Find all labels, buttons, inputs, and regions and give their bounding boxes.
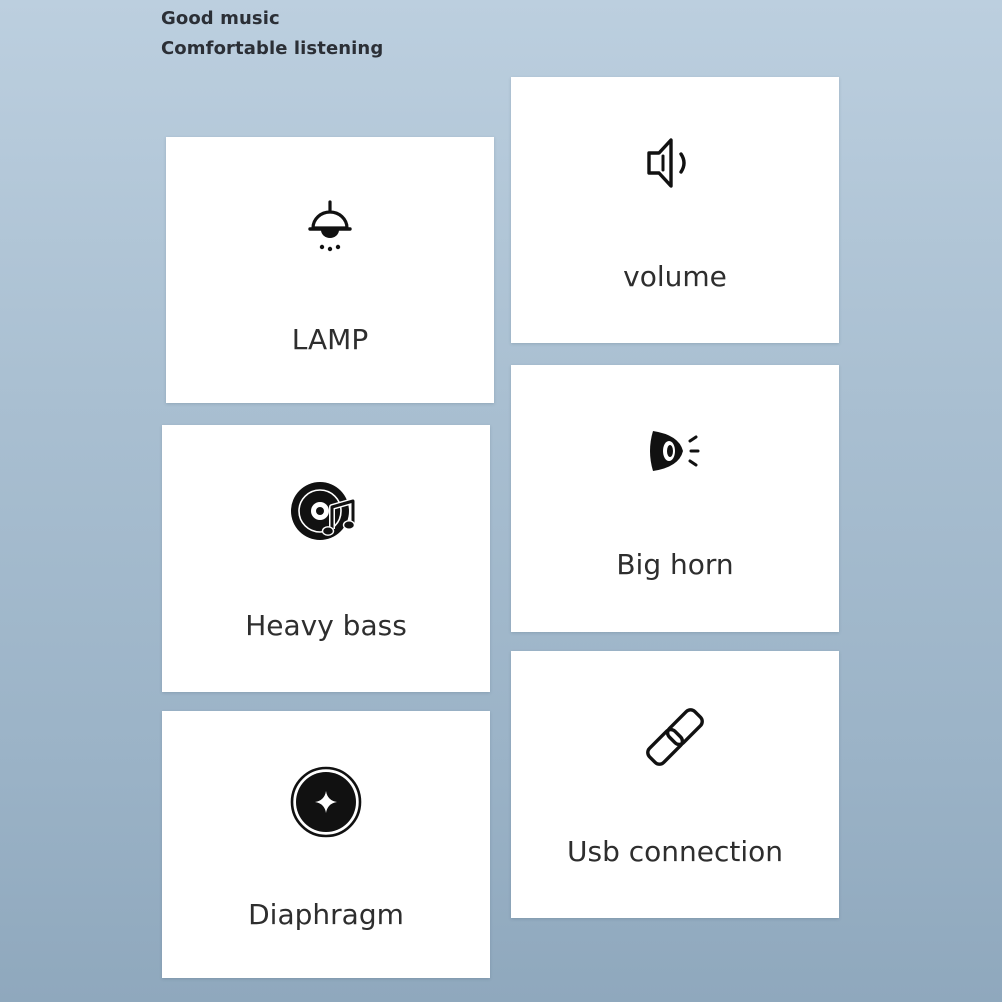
tagline-good-music: Good music	[161, 8, 280, 29]
sparkle-circle-icon	[286, 762, 366, 842]
feature-card-lamp	[166, 137, 494, 403]
disc-music-note-icon	[286, 471, 366, 551]
feature-label-lamp: LAMP	[291, 323, 369, 356]
feature-card-usb-connection	[511, 651, 839, 918]
speaker-volume-icon	[635, 123, 715, 203]
tagline-comfortable-listening: Comfortable listening	[161, 38, 384, 59]
feature-label-big-horn: Big horn	[616, 548, 734, 581]
feature-card-big-horn	[511, 365, 839, 632]
horn-speaker-icon	[635, 411, 715, 491]
feature-label-volume: volume	[623, 260, 727, 293]
lamp-icon	[290, 192, 370, 272]
feature-card-heavy-bass	[162, 425, 490, 692]
feature-label-usb-connection: Usb connection	[566, 835, 784, 868]
feature-card-diaphragm	[162, 711, 490, 978]
feature-card-volume	[511, 77, 839, 343]
feature-label-heavy-bass: Heavy bass	[245, 609, 407, 642]
link-chain-icon	[635, 697, 715, 777]
feature-label-diaphragm: Diaphragm	[248, 898, 404, 931]
